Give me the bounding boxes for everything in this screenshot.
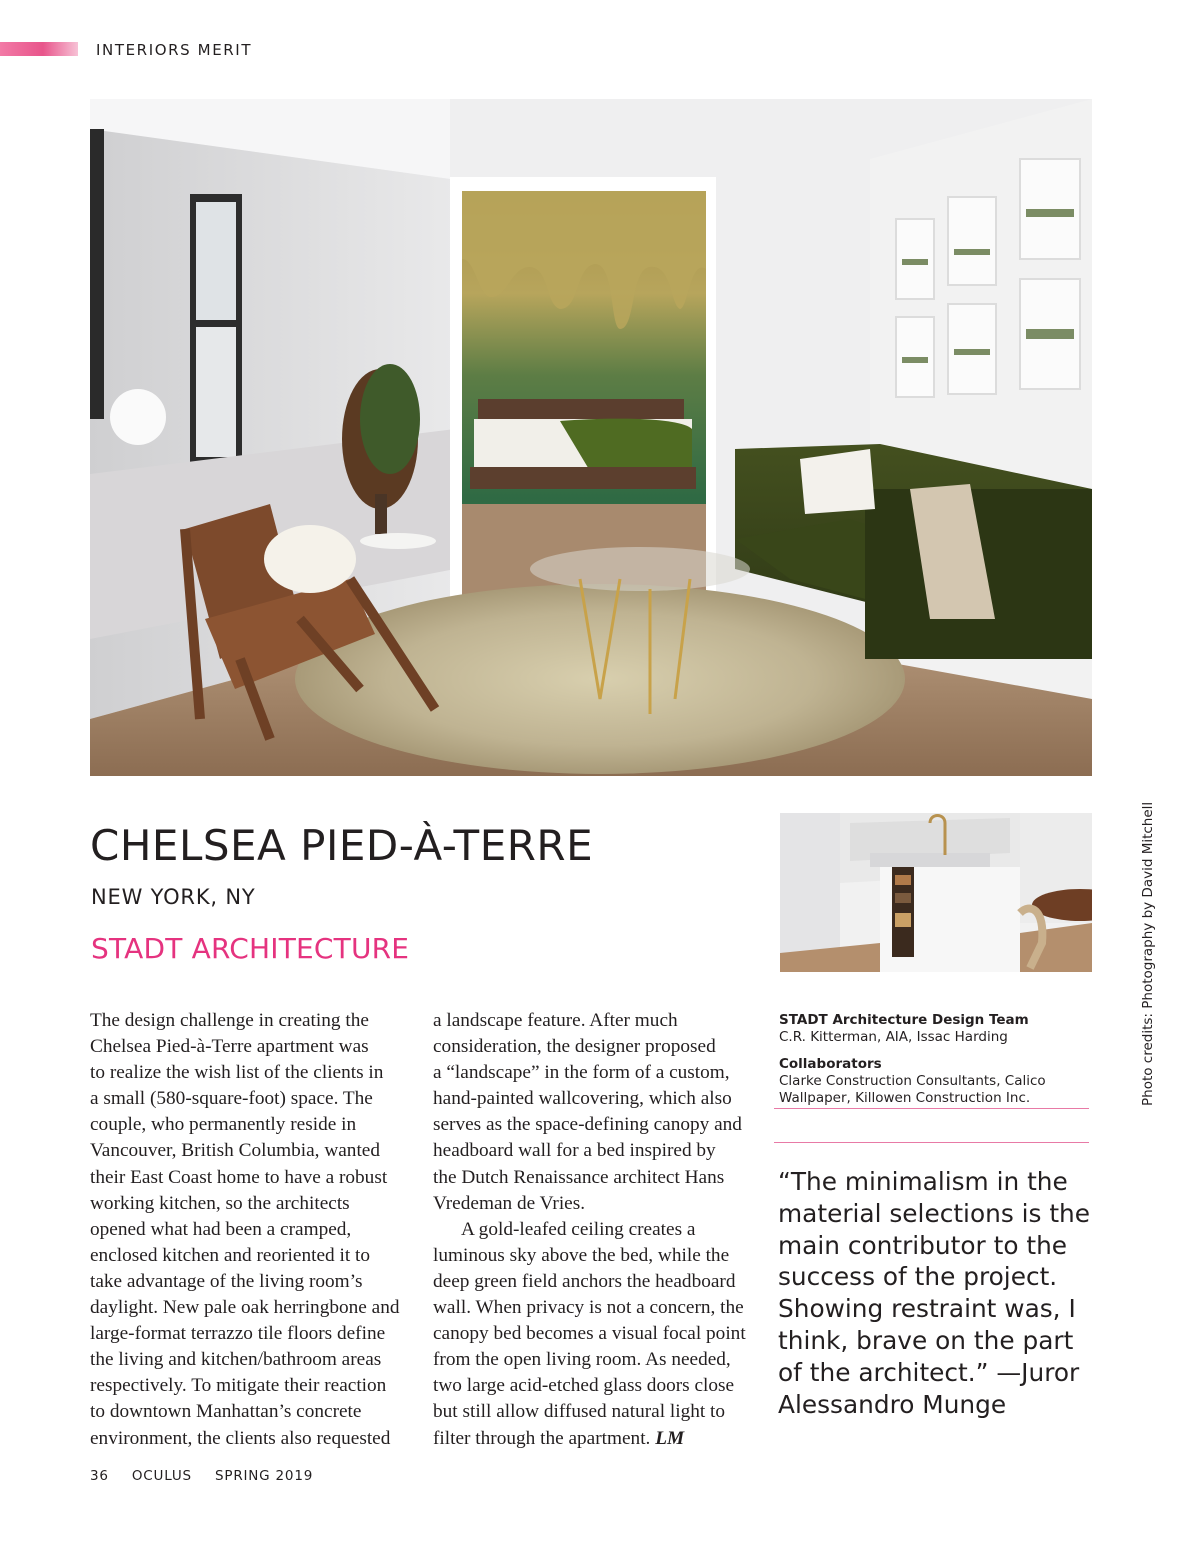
text-line — [433, 1295, 763, 1321]
text-line: to realize the wish list of the clients in — [90, 1062, 384, 1084]
page-footer — [90, 1468, 331, 1484]
text-line: “The minimalism in the — [778, 1167, 1068, 1196]
text-line — [433, 1399, 763, 1425]
quote-rule-bottom — [774, 1108, 1089, 1109]
text-line: hand-painted wallcovering, which also — [433, 1088, 732, 1110]
text-line: think, brave on the part — [778, 1325, 1074, 1355]
issue-date: SPRING 2019 — [215, 1468, 314, 1484]
text-line: headboard wall for a bed inspired by — [433, 1140, 716, 1162]
text-line: The design challenge in creating the — [90, 1010, 369, 1031]
text-line: serves as the space-defining canopy and — [433, 1114, 742, 1136]
text-line-content: canopy bed becomes a visual focal point — [433, 1323, 746, 1345]
text-line-content: deep green field anchors the headboard — [433, 1270, 736, 1292]
body-column-1 — [90, 1008, 420, 1452]
text-line-content: A gold-leafed ceiling creates a — [461, 1218, 696, 1240]
text-line: of the architect.” —Juror — [778, 1357, 1080, 1387]
text-line: the Dutch Renaissance architect Hans — [433, 1166, 725, 1188]
team-names: C.R. Kitterman, AIA, Issac Harding — [779, 1029, 1008, 1045]
firm-name: STADT ARCHITECTURE — [91, 932, 410, 965]
photo-credit: Photo credits: Photography by David Mitchell — [1140, 801, 1156, 1106]
text-line: success of the project. — [778, 1262, 1058, 1292]
text-line: large-format terrazzo tile floors define — [90, 1323, 386, 1345]
collaborators-line-1: Clarke Construction Consultants, Calico — [779, 1073, 1046, 1089]
text-line: opened what had been a cramped, — [90, 1218, 352, 1240]
collaborators-heading: Collaborators — [779, 1056, 882, 1072]
credits-block — [779, 1012, 1099, 1107]
article-title: CHELSEA PIED-À-TERRE — [90, 821, 594, 870]
text-line: Vancouver, British Columbia, wanted — [90, 1140, 380, 1162]
body-paragraph-1 — [433, 1008, 763, 1217]
text-line: a small (580-square-foot) space. The — [90, 1088, 373, 1110]
text-line — [433, 1426, 763, 1452]
text-line: Showing restraint was, I — [778, 1294, 1076, 1324]
text-line: a “landscape” in the form of a custom, — [433, 1062, 730, 1084]
text-line: take advantage of the living room’s — [90, 1270, 363, 1292]
text-line-content: but still allow diffused natural light to — [433, 1401, 726, 1423]
text-line: couple, who permanently reside in — [90, 1114, 357, 1136]
text-line-content: two large acid-etched glass doors close — [433, 1375, 735, 1397]
text-line — [433, 1217, 763, 1243]
quote-rule-top — [774, 1142, 1089, 1143]
article-location: NEW YORK, NY — [91, 885, 256, 909]
text-line — [433, 1269, 763, 1295]
text-line-content: wall. When privacy is not a concern, the — [433, 1297, 744, 1319]
text-line — [433, 1321, 763, 1347]
text-line: Alessandro Munge — [778, 1389, 1007, 1419]
text-line-content: from the open living room. As needed, — [433, 1349, 731, 1371]
text-line: working kitchen, so the architects — [90, 1192, 350, 1214]
text-line: to downtown Manhattan’s concrete — [90, 1401, 362, 1423]
text-line — [433, 1347, 763, 1373]
text-line: environment, the clients also requested — [90, 1427, 391, 1449]
section-accent-bar — [0, 42, 78, 56]
collaborators-line-2: Wallpaper, Killowen Construction Inc. — [779, 1090, 1031, 1106]
section-label: INTERIORS MERIT — [96, 41, 253, 59]
text-line: consideration, the designer proposed — [433, 1036, 716, 1058]
author-initials: LM — [650, 1427, 685, 1449]
team-heading: STADT Architecture Design Team — [779, 1012, 1029, 1028]
magazine-name: OCULUS — [131, 1468, 192, 1484]
body-paragraph-2 — [433, 1217, 763, 1452]
text-line: material selections is the — [778, 1198, 1091, 1228]
body-column-2 — [433, 1008, 763, 1452]
text-line: their East Coast home to have a robust — [90, 1166, 388, 1188]
text-line: enclosed kitchen and reoriented it to — [90, 1244, 371, 1266]
text-line: a landscape feature. After much — [433, 1010, 678, 1031]
page-number: 36 — [90, 1468, 109, 1484]
text-line — [433, 1243, 763, 1269]
text-line — [433, 1373, 763, 1399]
text-line-content: luminous sky above the bed, while the — [433, 1244, 730, 1266]
text-line: the living and kitchen/bathroom areas — [90, 1349, 382, 1371]
text-line: main contributor to the — [778, 1230, 1068, 1260]
text-line: Vredeman de Vries. — [433, 1192, 586, 1214]
pull-quote — [778, 1166, 1098, 1420]
text-line-content: filter through the apartment. — [433, 1427, 651, 1449]
hero-photo — [90, 99, 1092, 776]
kitchen-thumbnail-photo — [780, 813, 1092, 972]
text-line: Chelsea Pied-à-Terre apartment was — [90, 1036, 369, 1058]
text-line: daylight. New pale oak herringbone and — [90, 1297, 400, 1319]
text-line: respectively. To mitigate their reaction — [90, 1375, 387, 1397]
